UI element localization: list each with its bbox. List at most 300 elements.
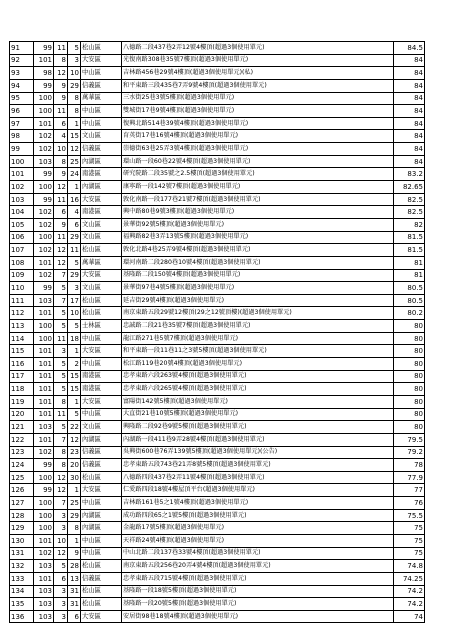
row-number-cell: 112 — [10, 307, 34, 320]
month-cell: 8 — [54, 459, 68, 472]
row-number-cell: 117 — [10, 370, 34, 383]
address-cell: 中山北路二段137巷33號4樓頂(超過3個使用單元) — [122, 547, 394, 560]
table-row — [10, 42, 425, 55]
day-cell: 8 — [68, 92, 81, 105]
day-cell: 6 — [68, 218, 81, 231]
row-number-cell: 104 — [10, 206, 34, 219]
year-cell: 100 — [34, 181, 54, 194]
month-cell: 9 — [54, 218, 68, 231]
month-cell: 5 — [54, 307, 68, 320]
day-cell: 13 — [68, 572, 81, 585]
address-cell: 育英街17巷16號4樓頂(超過3個使用單元) — [122, 130, 394, 143]
table-row — [10, 256, 425, 269]
table-row — [10, 307, 425, 320]
value-cell: 82.65 — [394, 181, 425, 194]
row-number-cell: 130 — [10, 534, 34, 547]
district-cell: 大安區 — [81, 395, 122, 408]
address-cell: 金龍路17號5樓頂(超過3個使用單元) — [122, 522, 394, 535]
day-cell: 25 — [68, 155, 81, 168]
district-cell: 信義區 — [81, 572, 122, 585]
row-number-cell: 114 — [10, 332, 34, 345]
month-cell: 7 — [54, 433, 68, 446]
day-cell: 24 — [68, 168, 81, 181]
table-body — [10, 42, 425, 623]
month-cell: 12 — [54, 471, 68, 484]
address-cell: 敦化南路一段177巷21號7樓頂(超過3個使用單元) — [122, 193, 394, 206]
row-number-cell: 125 — [10, 471, 34, 484]
value-cell: 74.8 — [394, 560, 425, 573]
year-cell: 99 — [34, 168, 54, 181]
day-cell: 5 — [68, 256, 81, 269]
table-row — [10, 572, 425, 585]
district-cell: 中山區 — [81, 117, 122, 130]
month-cell: 7 — [54, 294, 68, 307]
day-cell: 1 — [68, 117, 81, 130]
month-cell: 11 — [54, 193, 68, 206]
district-cell: 南港區 — [81, 370, 122, 383]
address-cell: 和平東路一段11巷11之3號5樓頂(超過3個使用單元) — [122, 345, 394, 358]
table-row — [10, 509, 425, 522]
day-cell: 15 — [68, 370, 81, 383]
value-cell: 84 — [394, 117, 425, 130]
month-cell: 5 — [54, 282, 68, 295]
address-cell: 三水街25巷3號5樓頂(超過3個使用單元) — [122, 92, 394, 105]
address-cell: 復興北路514巷39號4樓頂(超過3個使用單元) — [122, 117, 394, 130]
row-number-cell: 118 — [10, 383, 34, 396]
address-cell: 忠孝東路五段743巷21弄8號5樓頂(超過3個使用單元) — [122, 459, 394, 472]
table-row — [10, 79, 425, 92]
day-cell: 12 — [68, 143, 81, 156]
row-number-cell: 132 — [10, 560, 34, 573]
address-cell: 吉林路161巷5之1號4樓頂(超過3個使用單元) — [122, 497, 394, 510]
address-cell: 環河南路二段280巷10號4樓頂(超過3個使用單元) — [122, 256, 394, 269]
value-cell: 84 — [394, 54, 425, 67]
year-cell: 99 — [34, 484, 54, 497]
district-cell: 中山區 — [81, 408, 122, 421]
address-cell: 內湖路一段411巷9弄28號4樓頂(超過3個使用單元) — [122, 433, 394, 446]
value-cell: 82 — [394, 218, 425, 231]
value-cell: 84 — [394, 67, 425, 80]
month-cell: 12 — [54, 256, 68, 269]
day-cell: 1 — [68, 484, 81, 497]
month-cell: 6 — [54, 206, 68, 219]
address-cell: 安居街98巷18號4樓頂(超過3個使用單元) — [122, 610, 394, 623]
month-cell: 11 — [54, 42, 68, 55]
day-cell: 31 — [68, 585, 81, 598]
year-cell: 100 — [34, 471, 54, 484]
value-cell: 80 — [394, 332, 425, 345]
district-cell: 中山區 — [81, 547, 122, 560]
value-cell: 74 — [394, 610, 425, 623]
year-cell: 103 — [34, 585, 54, 598]
district-cell: 文山區 — [81, 282, 122, 295]
address-cell: 龍江路271巷5號7樓頂(超過3個使用單元) — [122, 332, 394, 345]
table-row — [10, 585, 425, 598]
value-cell: 80 — [394, 421, 425, 434]
district-cell: 松山區 — [81, 585, 122, 598]
table-row — [10, 332, 425, 345]
table-row — [10, 345, 425, 358]
month-cell: 12 — [54, 67, 68, 80]
value-cell: 84.5 — [394, 42, 425, 55]
row-number-cell: 103 — [10, 193, 34, 206]
day-cell: 28 — [68, 560, 81, 573]
row-number-cell: 105 — [10, 218, 34, 231]
district-cell: 松山區 — [81, 560, 122, 573]
value-cell: 84 — [394, 105, 425, 118]
address-cell: 基隆路一段18號5樓頂(超過3個使用單元) — [122, 585, 394, 598]
day-cell: 3 — [68, 282, 81, 295]
day-cell: 29 — [68, 509, 81, 522]
value-cell: 79.2 — [394, 446, 425, 459]
district-cell: 南港區 — [81, 168, 122, 181]
address-cell: 雙城街17巷9號4樓頂(超過3個使用單元) — [122, 105, 394, 118]
table-row — [10, 433, 425, 446]
address-cell: 八德路四段437巷2弄11號4樓頂(超過3個使用單元) — [122, 471, 394, 484]
address-cell: 基隆路一段20號5樓頂(超過3個使用單元) — [122, 598, 394, 611]
row-number-cell: 109 — [10, 269, 34, 282]
day-cell: 4 — [68, 206, 81, 219]
address-cell: 景華街92號5樓頂(超過3個使用單元) — [122, 218, 394, 231]
row-number-cell: 108 — [10, 256, 34, 269]
day-cell: 12 — [68, 433, 81, 446]
district-cell: 中山區 — [81, 105, 122, 118]
month-cell: 9 — [54, 168, 68, 181]
table-row — [10, 598, 425, 611]
district-cell: 內湖區 — [81, 522, 122, 535]
month-cell: 8 — [54, 54, 68, 67]
address-cell: 崇德街63巷25弄3號4樓頂(超過3個使用單元) — [122, 143, 394, 156]
month-cell: 12 — [54, 547, 68, 560]
year-cell: 100 — [34, 320, 54, 333]
address-cell: 南京東路五段256巷20弄4號4樓頂(超過3個使用單元) — [122, 560, 394, 573]
address-cell: 仁愛路四段18號4樓屋頂平台(超過3個使用單元) — [122, 484, 394, 497]
row-number-cell: 101 — [10, 168, 34, 181]
month-cell: 12 — [54, 181, 68, 194]
month-cell: 3 — [54, 345, 68, 358]
table-row — [10, 269, 425, 282]
year-cell: 100 — [34, 332, 54, 345]
district-cell: 信義區 — [81, 143, 122, 156]
address-cell: 吉林路456巷29號4樓頂(超過3個使用單元)(私) — [122, 67, 394, 80]
district-cell: 信義區 — [81, 79, 122, 92]
table-row — [10, 421, 425, 434]
day-cell: 10 — [68, 307, 81, 320]
year-cell: 102 — [34, 446, 54, 459]
row-number-cell: 93 — [10, 67, 34, 80]
district-cell: 大安區 — [81, 54, 122, 67]
row-number-cell: 98 — [10, 130, 34, 143]
day-cell: 15 — [68, 383, 81, 396]
table-row — [10, 130, 425, 143]
month-cell: 3 — [54, 598, 68, 611]
month-cell: 8 — [54, 446, 68, 459]
table-row — [10, 459, 425, 472]
value-cell: 80 — [394, 345, 425, 358]
month-cell: 11 — [54, 231, 68, 244]
table-row — [10, 67, 425, 80]
row-number-cell: 121 — [10, 421, 34, 434]
month-cell: 4 — [54, 130, 68, 143]
district-cell: 文山區 — [81, 231, 122, 244]
table-row — [10, 534, 425, 547]
district-cell: 內湖區 — [81, 433, 122, 446]
year-cell: 102 — [34, 130, 54, 143]
value-cell: 75 — [394, 534, 425, 547]
address-cell: 天祥路24號4樓頂(超過3個使用單元) — [122, 534, 394, 547]
year-cell: 103 — [34, 294, 54, 307]
year-cell: 102 — [34, 206, 54, 219]
day-cell: 1 — [68, 345, 81, 358]
row-number-cell: 96 — [10, 105, 34, 118]
row-number-cell: 123 — [10, 446, 34, 459]
year-cell: 101 — [34, 395, 54, 408]
year-cell: 101 — [34, 358, 54, 371]
day-cell: 31 — [68, 598, 81, 611]
value-cell: 74.2 — [394, 598, 425, 611]
year-cell: 100 — [34, 231, 54, 244]
month-cell: 7 — [54, 269, 68, 282]
table-row — [10, 231, 425, 244]
month-cell: 5 — [54, 560, 68, 573]
month-cell: 5 — [54, 320, 68, 333]
year-cell: 100 — [34, 509, 54, 522]
row-number-cell: 91 — [10, 42, 34, 55]
value-cell: 80 — [394, 395, 425, 408]
value-cell: 83.2 — [394, 168, 425, 181]
value-cell: 77 — [394, 484, 425, 497]
address-cell: 基隆路二段150號4樓頂(超過3個使用單元) — [122, 269, 394, 282]
district-cell: 內湖區 — [81, 509, 122, 522]
district-cell: 中山區 — [81, 67, 122, 80]
value-cell: 84 — [394, 79, 425, 92]
table-row — [10, 560, 425, 573]
district-cell: 大安區 — [81, 193, 122, 206]
row-number-cell: 129 — [10, 522, 34, 535]
row-number-cell: 126 — [10, 484, 34, 497]
year-cell: 101 — [34, 408, 54, 421]
day-cell: 5 — [68, 320, 81, 333]
year-cell: 102 — [34, 218, 54, 231]
address-cell: 南京東路五段29號12樓頂(29之12號頂樓)(超過3個使用單元) — [122, 307, 394, 320]
address-cell: 忠孝東路六段263號4樓頂(超過3個使用單元) — [122, 370, 394, 383]
row-number-cell: 131 — [10, 547, 34, 560]
day-cell: 1 — [68, 395, 81, 408]
year-cell: 101 — [34, 345, 54, 358]
value-cell: 80 — [394, 320, 425, 333]
value-cell: 84 — [394, 92, 425, 105]
day-cell: 10 — [68, 67, 81, 80]
month-cell: 11 — [54, 105, 68, 118]
day-cell: 1 — [68, 534, 81, 547]
address-cell: 忠孝東路五段715號4樓頂(超過3個使用單元) — [122, 572, 394, 585]
month-cell: 6 — [54, 572, 68, 585]
row-number-cell: 107 — [10, 244, 34, 257]
table-row — [10, 155, 425, 168]
district-cell: 松山區 — [81, 307, 122, 320]
district-cell: 信義區 — [81, 446, 122, 459]
row-number-cell: 115 — [10, 345, 34, 358]
value-cell: 82.5 — [394, 193, 425, 206]
row-number-cell: 102 — [10, 181, 34, 194]
district-cell: 南港區 — [81, 383, 122, 396]
district-cell: 萬華區 — [81, 256, 122, 269]
district-cell: 中山區 — [81, 534, 122, 547]
value-cell: 75 — [394, 522, 425, 535]
value-cell: 81 — [394, 269, 425, 282]
day-cell: 5 — [68, 408, 81, 421]
month-cell: 8 — [54, 395, 68, 408]
year-cell: 103 — [34, 560, 54, 573]
year-cell: 99 — [34, 282, 54, 295]
table-row — [10, 383, 425, 396]
year-cell: 100 — [34, 105, 54, 118]
row-number-cell: 110 — [10, 282, 34, 295]
month-cell: 10 — [54, 534, 68, 547]
value-cell: 74.2 — [394, 585, 425, 598]
month-cell: 3 — [54, 522, 68, 535]
address-cell: 康寧路一段142號7樓頂(超過3個使用單元) — [122, 181, 394, 194]
row-number-cell: 133 — [10, 572, 34, 585]
address-cell: 景華街97巷4號5樓頂(超過3個使用單元) — [122, 282, 394, 295]
day-cell: 18 — [68, 332, 81, 345]
day-cell: 30 — [68, 471, 81, 484]
value-cell: 81.5 — [394, 244, 425, 257]
address-cell: 福興路82巷3弄13號5樓頂(超過3個使用單元) — [122, 231, 394, 244]
month-cell: 12 — [54, 244, 68, 257]
day-cell: 2 — [68, 358, 81, 371]
day-cell: 25 — [68, 497, 81, 510]
day-cell: 15 — [68, 130, 81, 143]
value-cell: 80 — [394, 358, 425, 371]
district-cell: 大安區 — [81, 269, 122, 282]
year-cell: 100 — [34, 522, 54, 535]
district-cell: 松山區 — [81, 244, 122, 257]
table-row — [10, 117, 425, 130]
row-number-cell: 120 — [10, 408, 34, 421]
district-cell: 文山區 — [81, 421, 122, 434]
table-row — [10, 497, 425, 510]
day-cell: 9 — [68, 547, 81, 560]
row-number-cell: 124 — [10, 459, 34, 472]
value-cell: 77.9 — [394, 471, 425, 484]
year-cell: 99 — [34, 42, 54, 55]
value-cell: 84 — [394, 155, 425, 168]
row-number-cell: 127 — [10, 497, 34, 510]
district-cell: 松山區 — [81, 471, 122, 484]
day-cell: 6 — [68, 610, 81, 623]
value-cell: 80 — [394, 370, 425, 383]
table-row — [10, 484, 425, 497]
year-cell: 102 — [34, 547, 54, 560]
table-row — [10, 370, 425, 383]
year-cell: 101 — [34, 307, 54, 320]
value-cell: 74.25 — [394, 572, 425, 585]
day-cell: 11 — [68, 244, 81, 257]
table-row — [10, 218, 425, 231]
address-cell: 光復南路308巷35號7樓頂(超過3個使用單元) — [122, 54, 394, 67]
month-cell: 7 — [54, 497, 68, 510]
district-cell: 松山區 — [81, 42, 122, 55]
district-cell: 大安區 — [81, 484, 122, 497]
address-cell: 八德路二段437巷2弄12號4樓頂(超過3個使用單元) — [122, 42, 394, 55]
rooftop-listing-table — [9, 41, 425, 623]
table-row — [10, 143, 425, 156]
value-cell: 80 — [394, 408, 425, 421]
district-cell: 大安區 — [81, 610, 122, 623]
table-row — [10, 181, 425, 194]
district-cell: 文山區 — [81, 130, 122, 143]
row-number-cell: 136 — [10, 610, 34, 623]
value-cell: 84 — [394, 130, 425, 143]
month-cell: 5 — [54, 370, 68, 383]
value-cell: 82.5 — [394, 206, 425, 219]
day-cell: 29 — [68, 231, 81, 244]
year-cell: 101 — [34, 54, 54, 67]
district-cell: 內湖區 — [81, 181, 122, 194]
year-cell: 102 — [34, 143, 54, 156]
day-cell: 16 — [68, 193, 81, 206]
year-cell: 100 — [34, 497, 54, 510]
address-cell: 松江路119巷20號4樓頂(超過3個使用單元) — [122, 358, 394, 371]
table-row — [10, 522, 425, 535]
month-cell: 9 — [54, 79, 68, 92]
row-number-cell: 95 — [10, 92, 34, 105]
address-cell: 和平東路三段435巷7弄9號4樓頂(超過3個使用單元) — [122, 79, 394, 92]
day-cell: 29 — [68, 79, 81, 92]
month-cell: 5 — [54, 421, 68, 434]
value-cell: 81 — [394, 256, 425, 269]
district-cell: 松山區 — [81, 294, 122, 307]
month-cell: 9 — [54, 92, 68, 105]
address-cell: 環山路一段60巷22號4樓頂(超過3個使用單元) — [122, 155, 394, 168]
district-cell: 中山區 — [81, 332, 122, 345]
value-cell: 80 — [394, 383, 425, 396]
table-row — [10, 282, 425, 295]
table-row — [10, 193, 425, 206]
address-cell: 大直街21巷10號5樓頂(超過3個使用單元) — [122, 408, 394, 421]
table-row — [10, 105, 425, 118]
year-cell: 103 — [34, 598, 54, 611]
row-number-cell: 100 — [10, 155, 34, 168]
value-cell: 75.5 — [394, 509, 425, 522]
district-cell: 內湖區 — [81, 155, 122, 168]
table-row — [10, 547, 425, 560]
district-cell: 文山區 — [81, 218, 122, 231]
year-cell: 100 — [34, 92, 54, 105]
district-cell: 信義區 — [81, 459, 122, 472]
day-cell: 1 — [68, 181, 81, 194]
month-cell: 11 — [54, 408, 68, 421]
table-row — [10, 408, 425, 421]
value-cell: 75 — [394, 547, 425, 560]
year-cell: 101 — [34, 433, 54, 446]
value-cell: 78 — [394, 459, 425, 472]
year-cell: 98 — [34, 67, 54, 80]
table-row — [10, 446, 425, 459]
year-cell: 99 — [34, 459, 54, 472]
district-cell: 松山區 — [81, 598, 122, 611]
district-cell: 大安區 — [81, 345, 122, 358]
month-cell: 3 — [54, 585, 68, 598]
row-number-cell: 135 — [10, 598, 34, 611]
value-cell: 81.5 — [394, 231, 425, 244]
address-cell: 忠誠路二段21巷35號7樓頂(超過3個使用單元) — [122, 320, 394, 333]
year-cell: 101 — [34, 383, 54, 396]
row-number-cell: 92 — [10, 54, 34, 67]
day-cell: 8 — [68, 522, 81, 535]
table-row — [10, 244, 425, 257]
